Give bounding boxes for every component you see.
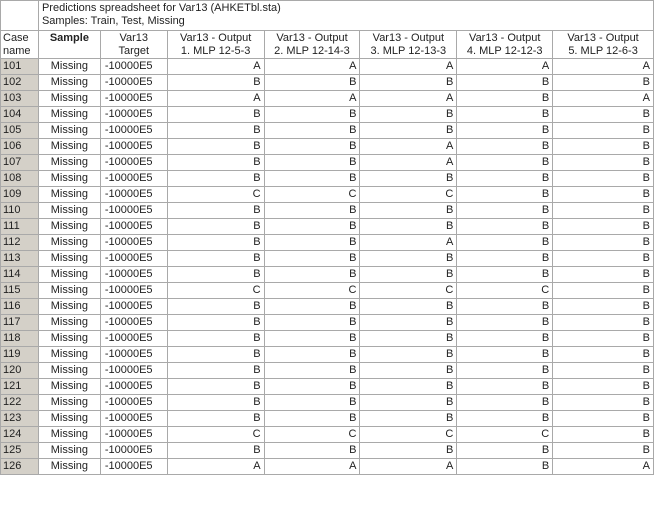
target-cell[interactable]: -10000E5	[100, 411, 167, 427]
output-cell-5[interactable]: B	[553, 411, 654, 427]
sample-cell[interactable]: Missing	[38, 187, 100, 203]
sample-cell[interactable]: Missing	[38, 315, 100, 331]
row-header-case-name[interactable]: 103	[1, 91, 39, 107]
output-cell-2[interactable]: B	[264, 219, 360, 235]
output-cell-3[interactable]: B	[360, 75, 457, 91]
sample-cell[interactable]: Missing	[38, 427, 100, 443]
sample-cell[interactable]: Missing	[38, 107, 100, 123]
output-cell-1[interactable]: B	[167, 395, 264, 411]
row-header-case-name[interactable]: 111	[1, 219, 39, 235]
output-cell-5[interactable]: B	[553, 299, 654, 315]
output-cell-4[interactable]: B	[457, 379, 553, 395]
output-cell-1[interactable]: B	[167, 347, 264, 363]
output-cell-2[interactable]: B	[264, 267, 360, 283]
row-header-case-name[interactable]: 107	[1, 155, 39, 171]
target-cell[interactable]: -10000E5	[100, 267, 167, 283]
output-cell-3[interactable]: B	[360, 363, 457, 379]
output-cell-2[interactable]: B	[264, 251, 360, 267]
table-row	[1, 443, 654, 459]
output-cell-2[interactable]: B	[264, 315, 360, 331]
output-cell-4[interactable]: B	[457, 443, 553, 459]
output-cell-1[interactable]: B	[167, 171, 264, 187]
sample-cell[interactable]: Missing	[38, 379, 100, 395]
output-cell-3[interactable]: B	[360, 379, 457, 395]
table-row	[1, 91, 654, 107]
output-cell-3[interactable]: C	[360, 283, 457, 299]
table-row	[1, 171, 654, 187]
column-header-case-name[interactable]: Case name	[1, 31, 39, 59]
table-row	[1, 427, 654, 443]
row-header-case-name[interactable]: 116	[1, 299, 39, 315]
row-header-case-name[interactable]: 101	[1, 59, 39, 75]
output-cell-1[interactable]: B	[167, 331, 264, 347]
table-row	[1, 315, 654, 331]
output-cell-5[interactable]: B	[553, 331, 654, 347]
output-cell-1[interactable]: A	[167, 91, 264, 107]
output-cell-1[interactable]: B	[167, 107, 264, 123]
row-header-case-name[interactable]: 123	[1, 411, 39, 427]
target-cell[interactable]: -10000E5	[100, 171, 167, 187]
sample-cell[interactable]: Missing	[38, 123, 100, 139]
output-cell-2[interactable]: B	[264, 171, 360, 187]
output-cell-5[interactable]: B	[553, 139, 654, 155]
sample-cell[interactable]: Missing	[38, 251, 100, 267]
output-cell-1[interactable]: C	[167, 283, 264, 299]
output-cell-2[interactable]: C	[264, 427, 360, 443]
table-row	[1, 363, 654, 379]
table-row	[1, 235, 654, 251]
output-cell-5[interactable]: B	[553, 171, 654, 187]
row-header-case-name[interactable]: 120	[1, 363, 39, 379]
sample-cell[interactable]: Missing	[38, 139, 100, 155]
output-cell-5[interactable]: B	[553, 283, 654, 299]
output-cell-3[interactable]: B	[360, 107, 457, 123]
output-cell-5[interactable]: B	[553, 395, 654, 411]
output-cell-1[interactable]: B	[167, 203, 264, 219]
table-row	[1, 219, 654, 235]
target-cell[interactable]: -10000E5	[100, 139, 167, 155]
column-header-output-5[interactable]: Var13 - Output 5. MLP 12-6-3	[553, 31, 654, 59]
title-line-1: Predictions spreadsheet for Var13 (AHKETbl.sta)	[41, 2, 281, 14]
row-header-case-name[interactable]: 114	[1, 267, 39, 283]
sample-cell[interactable]: Missing	[38, 331, 100, 347]
output-cell-1[interactable]: C	[167, 427, 264, 443]
output-cell-5[interactable]: B	[553, 203, 654, 219]
output-cell-4[interactable]: B	[457, 123, 553, 139]
sample-cell[interactable]: Missing	[38, 155, 100, 171]
output-cell-3[interactable]: B	[360, 251, 457, 267]
output-cell-5[interactable]: B	[553, 155, 654, 171]
sample-cell[interactable]: Missing	[38, 219, 100, 235]
row-header-case-name[interactable]: 126	[1, 459, 39, 475]
output-cell-5[interactable]: B	[553, 363, 654, 379]
sample-cell[interactable]: Missing	[38, 459, 100, 475]
row-header-case-name[interactable]: 102	[1, 75, 39, 91]
table-row	[1, 379, 654, 395]
target-cell[interactable]: -10000E5	[100, 315, 167, 331]
output-cell-5[interactable]: B	[553, 443, 654, 459]
target-cell[interactable]: -10000E5	[100, 123, 167, 139]
sample-cell[interactable]: Missing	[38, 203, 100, 219]
sample-cell[interactable]: Missing	[38, 395, 100, 411]
column-header-sample[interactable]: Sample	[38, 31, 100, 59]
row-header-case-name[interactable]: 108	[1, 171, 39, 187]
output-cell-4[interactable]: B	[457, 171, 553, 187]
target-cell[interactable]: -10000E5	[100, 283, 167, 299]
output-cell-5[interactable]: B	[553, 123, 654, 139]
output-cell-4[interactable]: B	[457, 235, 553, 251]
output-cell-1[interactable]: B	[167, 315, 264, 331]
row-header-case-name[interactable]: 115	[1, 283, 39, 299]
output-cell-5[interactable]: B	[553, 187, 654, 203]
table-row	[1, 251, 654, 267]
output-cell-3[interactable]: A	[360, 155, 457, 171]
sample-cell[interactable]: Missing	[38, 283, 100, 299]
output-cell-4[interactable]: B	[457, 251, 553, 267]
row-header-case-name[interactable]: 118	[1, 331, 39, 347]
output-cell-5[interactable]: B	[553, 347, 654, 363]
target-cell[interactable]: -10000E5	[100, 91, 167, 107]
output-cell-2[interactable]: B	[264, 363, 360, 379]
output-cell-2[interactable]: A	[264, 459, 360, 475]
table-row	[1, 75, 654, 91]
table-row	[1, 331, 654, 347]
sample-cell[interactable]: Missing	[38, 235, 100, 251]
output-cell-4[interactable]: B	[457, 363, 553, 379]
output-cell-5[interactable]: B	[553, 251, 654, 267]
output-cell-2[interactable]: B	[264, 155, 360, 171]
output-cell-2[interactable]: B	[264, 347, 360, 363]
sample-cell[interactable]: Missing	[38, 91, 100, 107]
target-cell[interactable]: -10000E5	[100, 107, 167, 123]
output-cell-3[interactable]: B	[360, 331, 457, 347]
target-cell[interactable]: -10000E5	[100, 379, 167, 395]
sample-cell[interactable]: Missing	[38, 347, 100, 363]
title-row	[1, 1, 654, 31]
output-cell-1[interactable]: C	[167, 187, 264, 203]
output-cell-1[interactable]: B	[167, 155, 264, 171]
output-cell-3[interactable]: B	[360, 203, 457, 219]
target-cell[interactable]: -10000E5	[100, 427, 167, 443]
output-cell-5[interactable]: B	[553, 75, 654, 91]
output-cell-2[interactable]: C	[264, 187, 360, 203]
output-cell-4[interactable]: B	[457, 203, 553, 219]
table-row	[1, 299, 654, 315]
table-row	[1, 267, 654, 283]
output-cell-3[interactable]: A	[360, 91, 457, 107]
target-cell[interactable]: -10000E5	[100, 395, 167, 411]
title-line-2: Samples: Train, Test, Missing	[41, 15, 185, 27]
output-cell-4[interactable]: B	[457, 331, 553, 347]
target-cell[interactable]: -10000E5	[100, 59, 167, 75]
output-cell-3[interactable]: C	[360, 427, 457, 443]
output-cell-3[interactable]: B	[360, 315, 457, 331]
output-cell-3[interactable]: B	[360, 347, 457, 363]
row-header-case-name[interactable]: 104	[1, 107, 39, 123]
table-row	[1, 139, 654, 155]
output-cell-4[interactable]: B	[457, 411, 553, 427]
output-cell-5[interactable]: A	[553, 91, 654, 107]
output-cell-4[interactable]: B	[457, 107, 553, 123]
output-cell-3[interactable]: B	[360, 171, 457, 187]
output-cell-2[interactable]: B	[264, 139, 360, 155]
sample-cell[interactable]: Missing	[38, 171, 100, 187]
output-cell-2[interactable]: B	[264, 235, 360, 251]
row-header-case-name[interactable]: 117	[1, 315, 39, 331]
output-cell-1[interactable]: B	[167, 443, 264, 459]
table-row	[1, 411, 654, 427]
output-cell-2[interactable]: B	[264, 395, 360, 411]
output-cell-5[interactable]: B	[553, 219, 654, 235]
output-cell-2[interactable]: B	[264, 411, 360, 427]
table-row	[1, 59, 654, 75]
row-header-case-name[interactable]: 109	[1, 187, 39, 203]
output-cell-1[interactable]: B	[167, 219, 264, 235]
row-header-case-name[interactable]: 121	[1, 379, 39, 395]
output-cell-5[interactable]: B	[553, 235, 654, 251]
output-cell-5[interactable]: B	[553, 427, 654, 443]
corner-cell	[1, 1, 39, 31]
table-row	[1, 107, 654, 123]
output-cell-4[interactable]: B	[457, 155, 553, 171]
column-header-output-1[interactable]: Var13 - Output 1. MLP 12-5-3	[167, 31, 264, 59]
output-cell-1[interactable]: B	[167, 363, 264, 379]
row-header-case-name[interactable]: 106	[1, 139, 39, 155]
column-header-output-4[interactable]: Var13 - Output 4. MLP 12-12-3	[457, 31, 553, 59]
output-cell-1[interactable]: B	[167, 123, 264, 139]
target-cell[interactable]: -10000E5	[100, 155, 167, 171]
target-cell[interactable]: -10000E5	[100, 331, 167, 347]
output-cell-2[interactable]: B	[264, 123, 360, 139]
output-cell-2[interactable]: C	[264, 283, 360, 299]
row-header-case-name[interactable]: 124	[1, 427, 39, 443]
target-cell[interactable]: -10000E5	[100, 443, 167, 459]
table-row	[1, 187, 654, 203]
column-header-row	[1, 31, 654, 59]
output-cell-1[interactable]: A	[167, 459, 264, 475]
target-cell[interactable]: -10000E5	[100, 219, 167, 235]
output-cell-5[interactable]: B	[553, 379, 654, 395]
sample-cell[interactable]: Missing	[38, 267, 100, 283]
output-cell-4[interactable]: B	[457, 187, 553, 203]
output-cell-4[interactable]: B	[457, 267, 553, 283]
target-cell[interactable]: -10000E5	[100, 203, 167, 219]
output-cell-3[interactable]: B	[360, 267, 457, 283]
column-header-output-2[interactable]: Var13 - Output 2. MLP 12-14-3	[264, 31, 360, 59]
table-row	[1, 283, 654, 299]
target-cell[interactable]: -10000E5	[100, 363, 167, 379]
sample-cell[interactable]: Missing	[38, 411, 100, 427]
table-row	[1, 347, 654, 363]
output-cell-4[interactable]: B	[457, 219, 553, 235]
column-header-output-3[interactable]: Var13 - Output 3. MLP 12-13-3	[360, 31, 457, 59]
output-cell-4[interactable]: A	[457, 59, 553, 75]
output-cell-4[interactable]: B	[457, 91, 553, 107]
target-cell[interactable]: -10000E5	[100, 251, 167, 267]
output-cell-3[interactable]: B	[360, 443, 457, 459]
row-header-case-name[interactable]: 105	[1, 123, 39, 139]
target-cell[interactable]: -10000E5	[100, 187, 167, 203]
output-cell-3[interactable]: B	[360, 411, 457, 427]
row-header-case-name[interactable]: 122	[1, 395, 39, 411]
output-cell-3[interactable]: B	[360, 123, 457, 139]
table-row	[1, 203, 654, 219]
output-cell-2[interactable]: B	[264, 107, 360, 123]
table-row	[1, 459, 654, 475]
row-header-case-name[interactable]: 112	[1, 235, 39, 251]
row-header-case-name[interactable]: 119	[1, 347, 39, 363]
output-cell-2[interactable]: B	[264, 299, 360, 315]
target-cell[interactable]: -10000E5	[100, 299, 167, 315]
output-cell-1[interactable]: B	[167, 267, 264, 283]
sample-cell[interactable]: Missing	[38, 59, 100, 75]
output-cell-1[interactable]: B	[167, 75, 264, 91]
row-header-case-name[interactable]: 110	[1, 203, 39, 219]
output-cell-2[interactable]: B	[264, 203, 360, 219]
output-cell-5[interactable]: B	[553, 315, 654, 331]
output-cell-4[interactable]: B	[457, 139, 553, 155]
target-cell[interactable]: -10000E5	[100, 75, 167, 91]
output-cell-1[interactable]: B	[167, 299, 264, 315]
column-header-target[interactable]: Var13 Target	[100, 31, 167, 59]
row-header-case-name[interactable]: 125	[1, 443, 39, 459]
row-header-case-name[interactable]: 113	[1, 251, 39, 267]
output-cell-1[interactable]: A	[167, 59, 264, 75]
output-cell-5[interactable]: A	[553, 459, 654, 475]
output-cell-2[interactable]: B	[264, 379, 360, 395]
spreadsheet-title	[38, 1, 653, 31]
table-row	[1, 123, 654, 139]
output-cell-2[interactable]: B	[264, 75, 360, 91]
output-cell-1[interactable]: B	[167, 235, 264, 251]
output-cell-5[interactable]: B	[553, 267, 654, 283]
output-cell-4[interactable]: C	[457, 427, 553, 443]
sample-cell[interactable]: Missing	[38, 299, 100, 315]
output-cell-1[interactable]: B	[167, 379, 264, 395]
target-cell[interactable]: -10000E5	[100, 235, 167, 251]
output-cell-4[interactable]: B	[457, 395, 553, 411]
output-cell-5[interactable]: A	[553, 59, 654, 75]
target-cell[interactable]: -10000E5	[100, 347, 167, 363]
output-cell-1[interactable]: B	[167, 411, 264, 427]
target-cell[interactable]: -10000E5	[100, 459, 167, 475]
output-cell-3[interactable]: C	[360, 187, 457, 203]
sample-cell[interactable]: Missing	[38, 363, 100, 379]
sample-cell[interactable]: Missing	[38, 75, 100, 91]
output-cell-4[interactable]: B	[457, 347, 553, 363]
output-cell-4[interactable]: B	[457, 315, 553, 331]
output-cell-3[interactable]: B	[360, 219, 457, 235]
output-cell-5[interactable]: B	[553, 107, 654, 123]
output-cell-2[interactable]: A	[264, 91, 360, 107]
sample-cell[interactable]: Missing	[38, 443, 100, 459]
output-cell-4[interactable]: B	[457, 75, 553, 91]
output-cell-3[interactable]: A	[360, 59, 457, 75]
output-cell-3[interactable]: A	[360, 459, 457, 475]
output-cell-4[interactable]: B	[457, 459, 553, 475]
output-cell-3[interactable]: B	[360, 299, 457, 315]
output-cell-3[interactable]: B	[360, 395, 457, 411]
output-cell-2[interactable]: A	[264, 59, 360, 75]
output-cell-3[interactable]: A	[360, 235, 457, 251]
output-cell-4[interactable]: C	[457, 283, 553, 299]
output-cell-3[interactable]: A	[360, 139, 457, 155]
output-cell-1[interactable]: B	[167, 251, 264, 267]
output-cell-1[interactable]: B	[167, 139, 264, 155]
table-row	[1, 155, 654, 171]
output-cell-2[interactable]: B	[264, 443, 360, 459]
output-cell-4[interactable]: B	[457, 299, 553, 315]
output-cell-2[interactable]: B	[264, 331, 360, 347]
table-row	[1, 395, 654, 411]
